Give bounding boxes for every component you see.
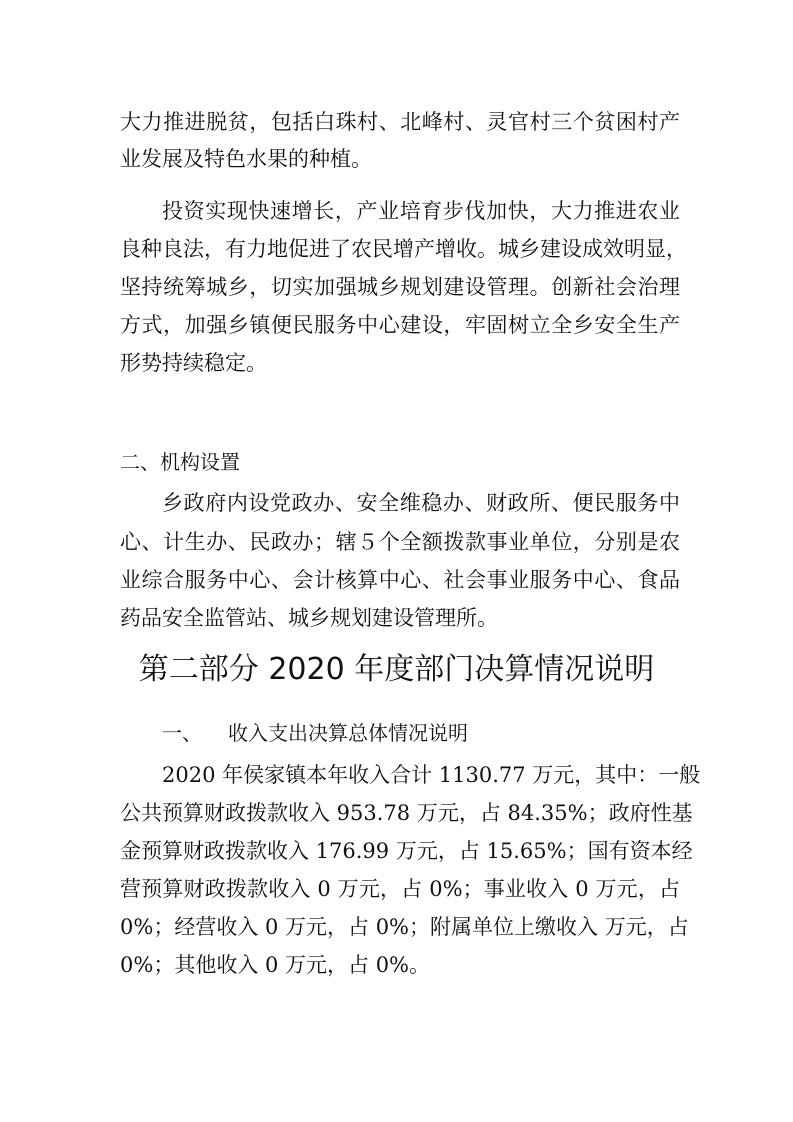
sub-heading-title: 收入支出决算总体情况说明 — [228, 721, 468, 745]
section2-line-3: 业综合服务中心、会计核算中心、社会事业服务中心、食品 — [120, 568, 680, 592]
para2-line-1: 投资实现快速增长，产业培育步伐加快，大力推进农业 — [162, 199, 680, 223]
section2-line-1: 乡政府内设党政办、安全维稳办、财政所、便民服务中 — [162, 491, 680, 515]
sub-heading-number: 一、 — [162, 721, 202, 745]
para1-line-1: 大力推进脱贫，包括白珠村、北峰村、灵官村三个贫困村产 — [120, 110, 680, 134]
part2-line-1: 2020 年侯家镇本年收入合计 1130.77 万元，其中：一般 — [162, 763, 701, 787]
para2-line-3: 坚持统筹城乡，切实加强城乡规划建设管理。创新社会治理 — [120, 275, 680, 299]
section2-line-2: 心、计生办、民政办；辖５个全额拨款事业单位，分别是农 — [120, 530, 680, 554]
part2-line-5: 0%；经营收入 0 万元，占 0%；附属单位上缴收入 万元，占 — [120, 915, 689, 939]
para2-line-4: 方式，加强乡镇便民服务中心建设，牢固树立全乡安全生产 — [120, 313, 680, 337]
part2-line-3: 金预算财政拨款收入 176.99 万元，占 15.65%；国有资本经 — [120, 839, 693, 863]
para2-line-2: 良种良法，有力地促进了农民增产增收。城乡建设成效明显， — [120, 237, 687, 261]
part2-line-6: 0%；其他收入 0 万元，占 0%。 — [120, 953, 431, 977]
part2-line-4: 营预算财政拨款收入 0 万元，占 0%；事业收入 0 万元，占 — [120, 877, 680, 901]
part2-line-2: 公共预算财政拨款收入 953.78 万元，占 84.35%；政府性基 — [120, 801, 693, 825]
para2-line-5: 形势持续稳定。 — [120, 351, 267, 375]
part-title: 第二部分 2020 年度部门决算情况说明 — [138, 652, 655, 687]
sub-heading — [162, 718, 468, 748]
section2-line-4: 药品安全监管站、城乡规划建设管理所。 — [120, 606, 498, 630]
para1-line-2: 业发展及特色水果的种植。 — [120, 147, 372, 171]
section-heading-org: 二、机构设置 — [120, 450, 240, 474]
